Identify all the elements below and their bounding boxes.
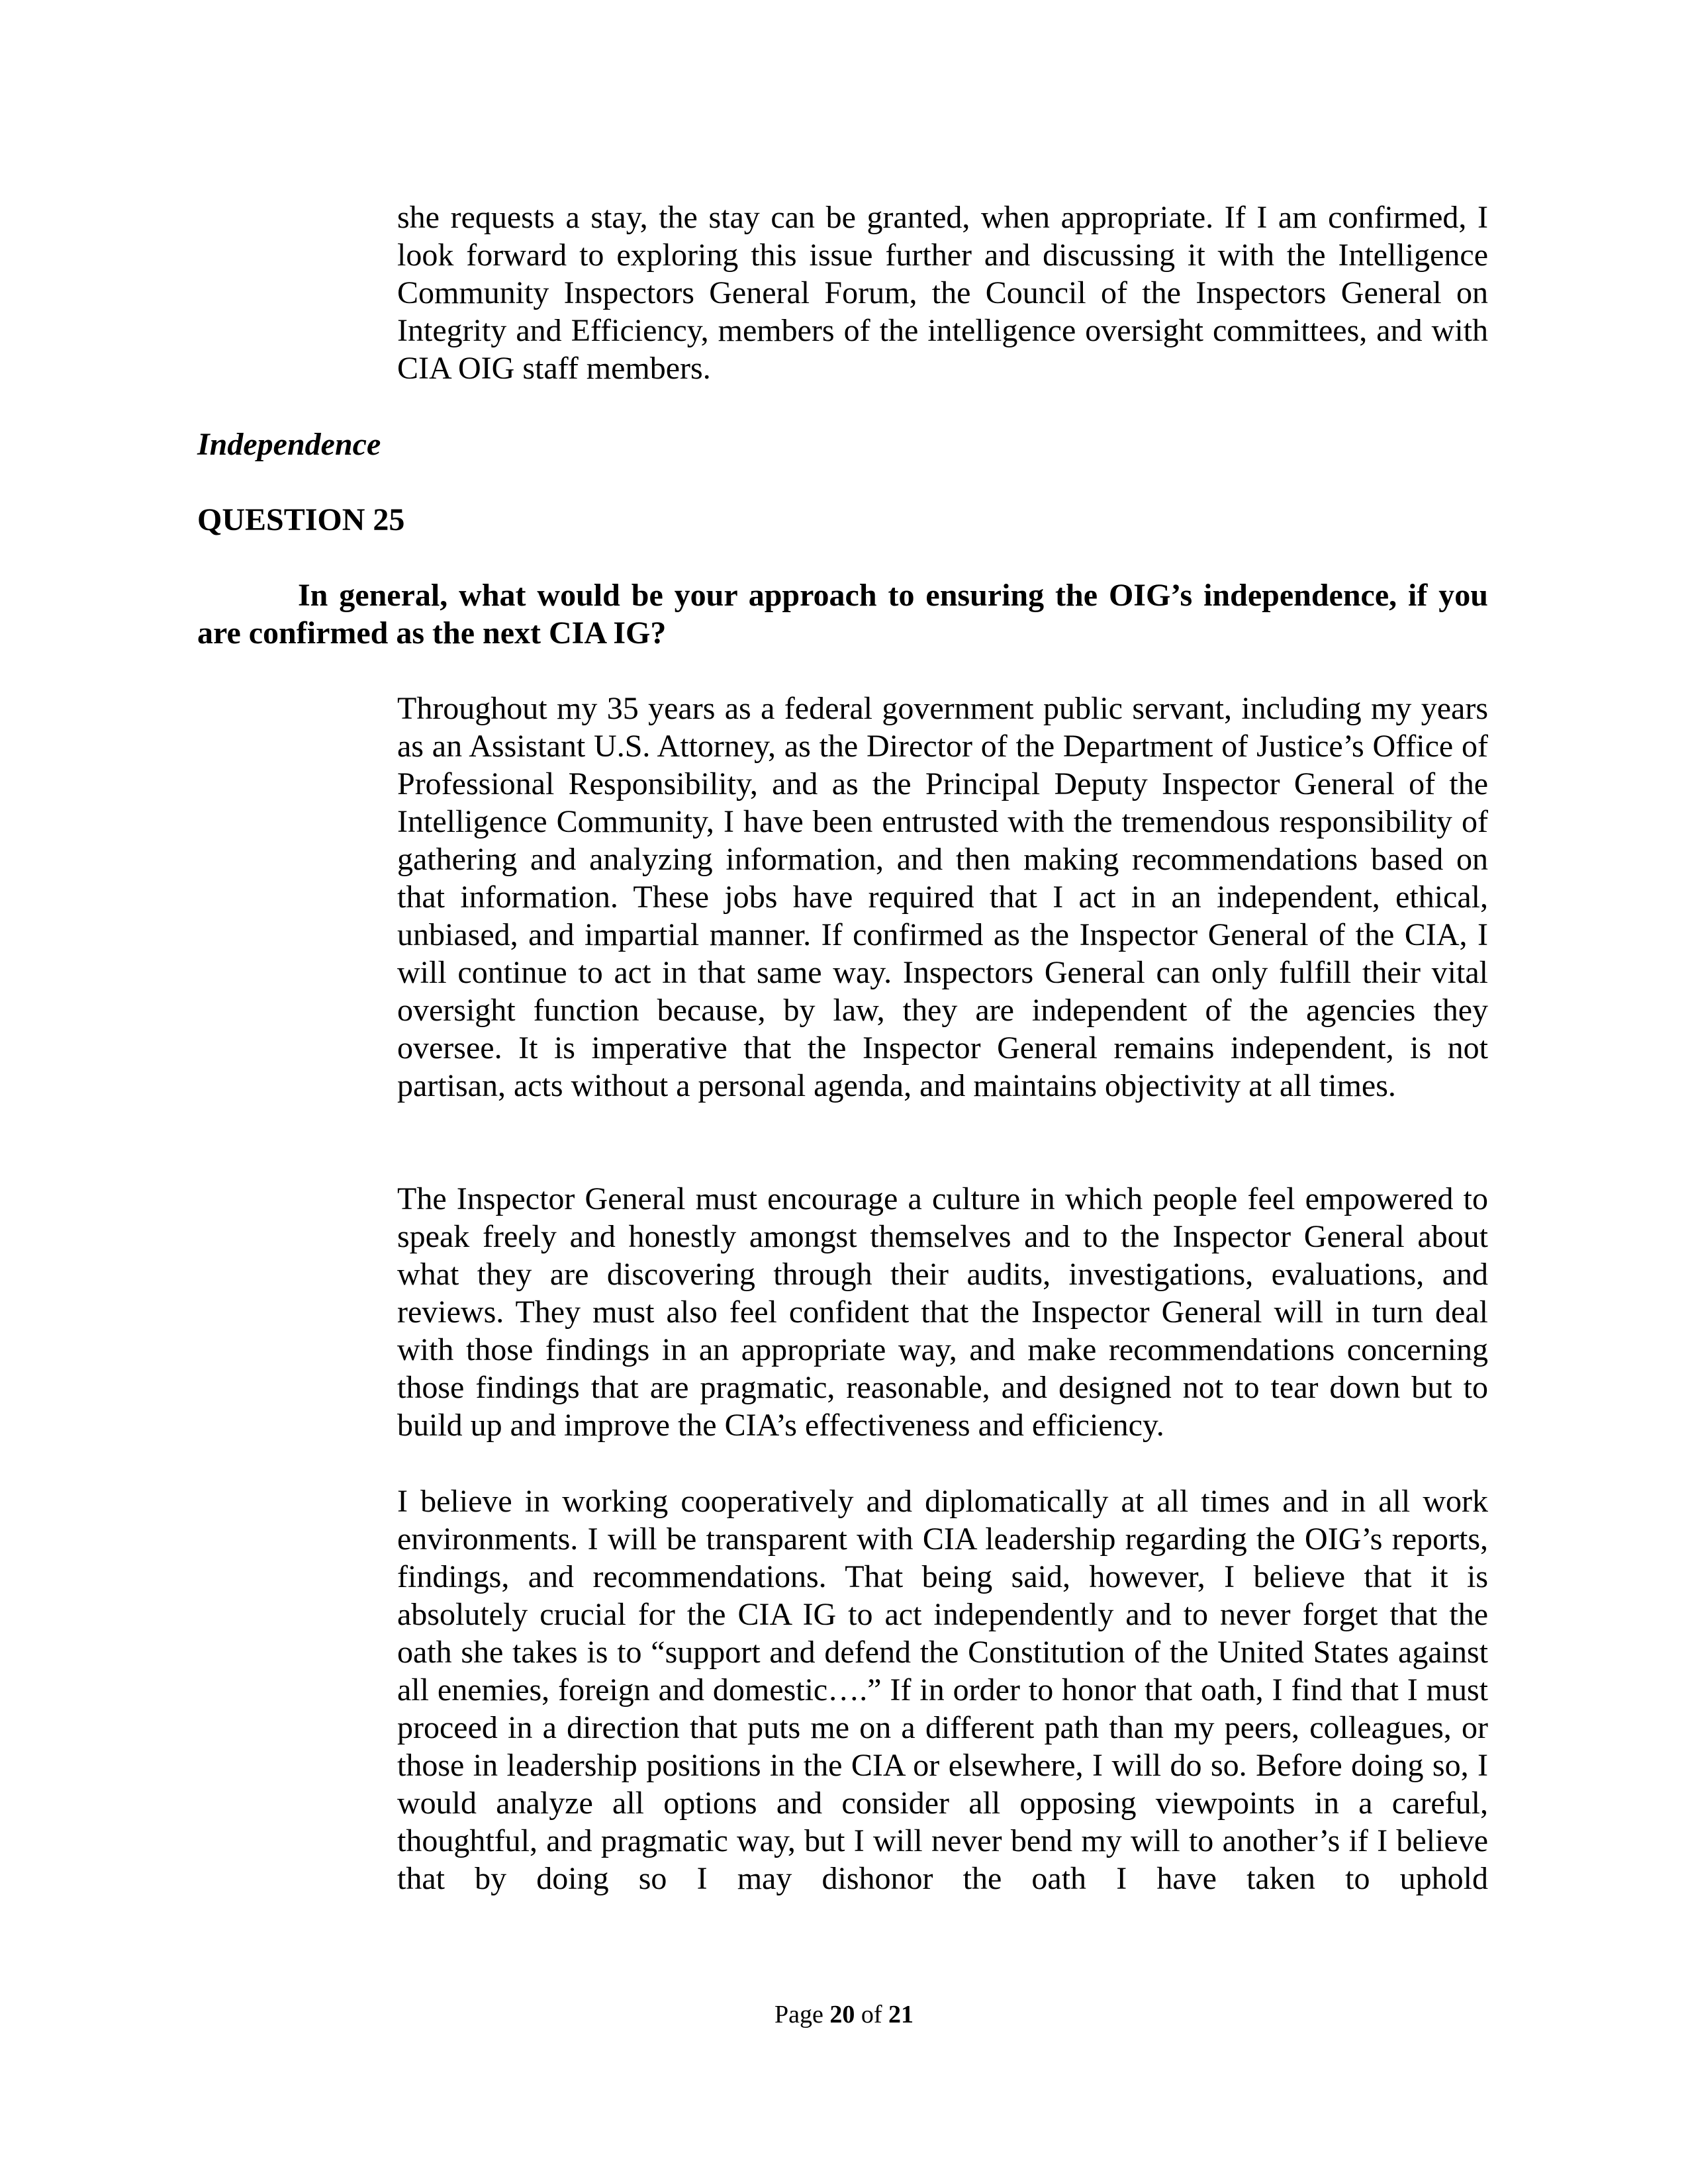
answer-paragraph-2-block bbox=[397, 1180, 1488, 1444]
section-heading: Independence bbox=[197, 427, 381, 462]
answer-paragraph-3-block bbox=[397, 1482, 1488, 1897]
current-page-number: 20 bbox=[829, 2001, 855, 2028]
continuation-paragraph-block bbox=[397, 199, 1488, 387]
page-label: Page bbox=[774, 2001, 823, 2028]
question-text: In general, what would be your approach to ensuring the OIG’s independence, if you are confirmed as the next CIA IG? bbox=[197, 578, 1488, 651]
of-label: of bbox=[861, 2001, 882, 2028]
answer-paragraph-1-block bbox=[397, 690, 1488, 1105]
question-text-block bbox=[197, 576, 1488, 652]
answer-paragraph: Throughout my 35 years as a federal government public servant, including my years as an Assistant U.S. Attorney, as the Director of the Department of Justice’s Office of Professional Responsibility, and as the Principal Deputy Inspector General of the Intelligence Community, I have been entrusted with the tremendous responsibility of gathering and analyzing information, and then making recommendations based on that information. These jobs have required that I act in an independent, ethical, unbiased, and impartial manner. If confirmed as the Inspector General of the CIA, I will continue to act in that same way. Inspectors General can only fulfill their vital oversight function because, by law, they are independent of the agencies they oversee. It is imperative that the Inspector General remains independent, is not partisan, acts without a personal agenda, and maintains objectivity at all times. bbox=[397, 691, 1488, 1103]
total-pages-number: 21 bbox=[888, 2001, 914, 2028]
continuation-paragraph: she requests a stay, the stay can be granted, when appropriate. If I am confirmed, I look forward to exploring this issue further and discussing it with the Intelligence Community Inspectors General Forum, the Council of the Inspectors General on Integrity and Efficiency, members of the intelligence oversight committees, and with CIA OIG staff members. bbox=[397, 200, 1488, 386]
page-footer bbox=[0, 2000, 1688, 2029]
answer-paragraph: The Inspector General must encourage a culture in which people feel empowered to speak freely and honestly amongst themselves and to the Inspector General about what they are discovering through their audits, investigations, evaluations, and reviews. They must also feel confident that the Inspector General will in turn deal with those findings in an appropriate way, and make recommendations concerning those findings that are pragmatic, reasonable, and designed not to tear down but to build up and improve the CIA’s effectiveness and efficiency. bbox=[397, 1181, 1488, 1443]
answer-paragraph: I believe in working cooperatively and diplomatically at all times and in all work environments. I will be transparent with CIA leadership regarding the OIG’s reports, findings, and recommendations. That being said, however, I believe that it is absolutely crucial for the CIA IG to act independently and to never forget that the oath she takes is to “support and defend the Constitution of the United States against all enemies, foreign and domestic….” If in order to honor that oath, I find that I must proceed in a direction that puts me on a different path than my peers, colleagues, or those in leadership positions in the CIA or elsewhere, I will do so. Before doing so, I would analyze all options and consider all opposing viewpoints in a careful, thoughtful, and pragmatic way, but I will never bend my will to another’s if I believe that by doing so I may dishonor the oath I have taken to uphold bbox=[397, 1484, 1488, 1896]
question-heading: QUESTION 25 bbox=[197, 502, 405, 537]
